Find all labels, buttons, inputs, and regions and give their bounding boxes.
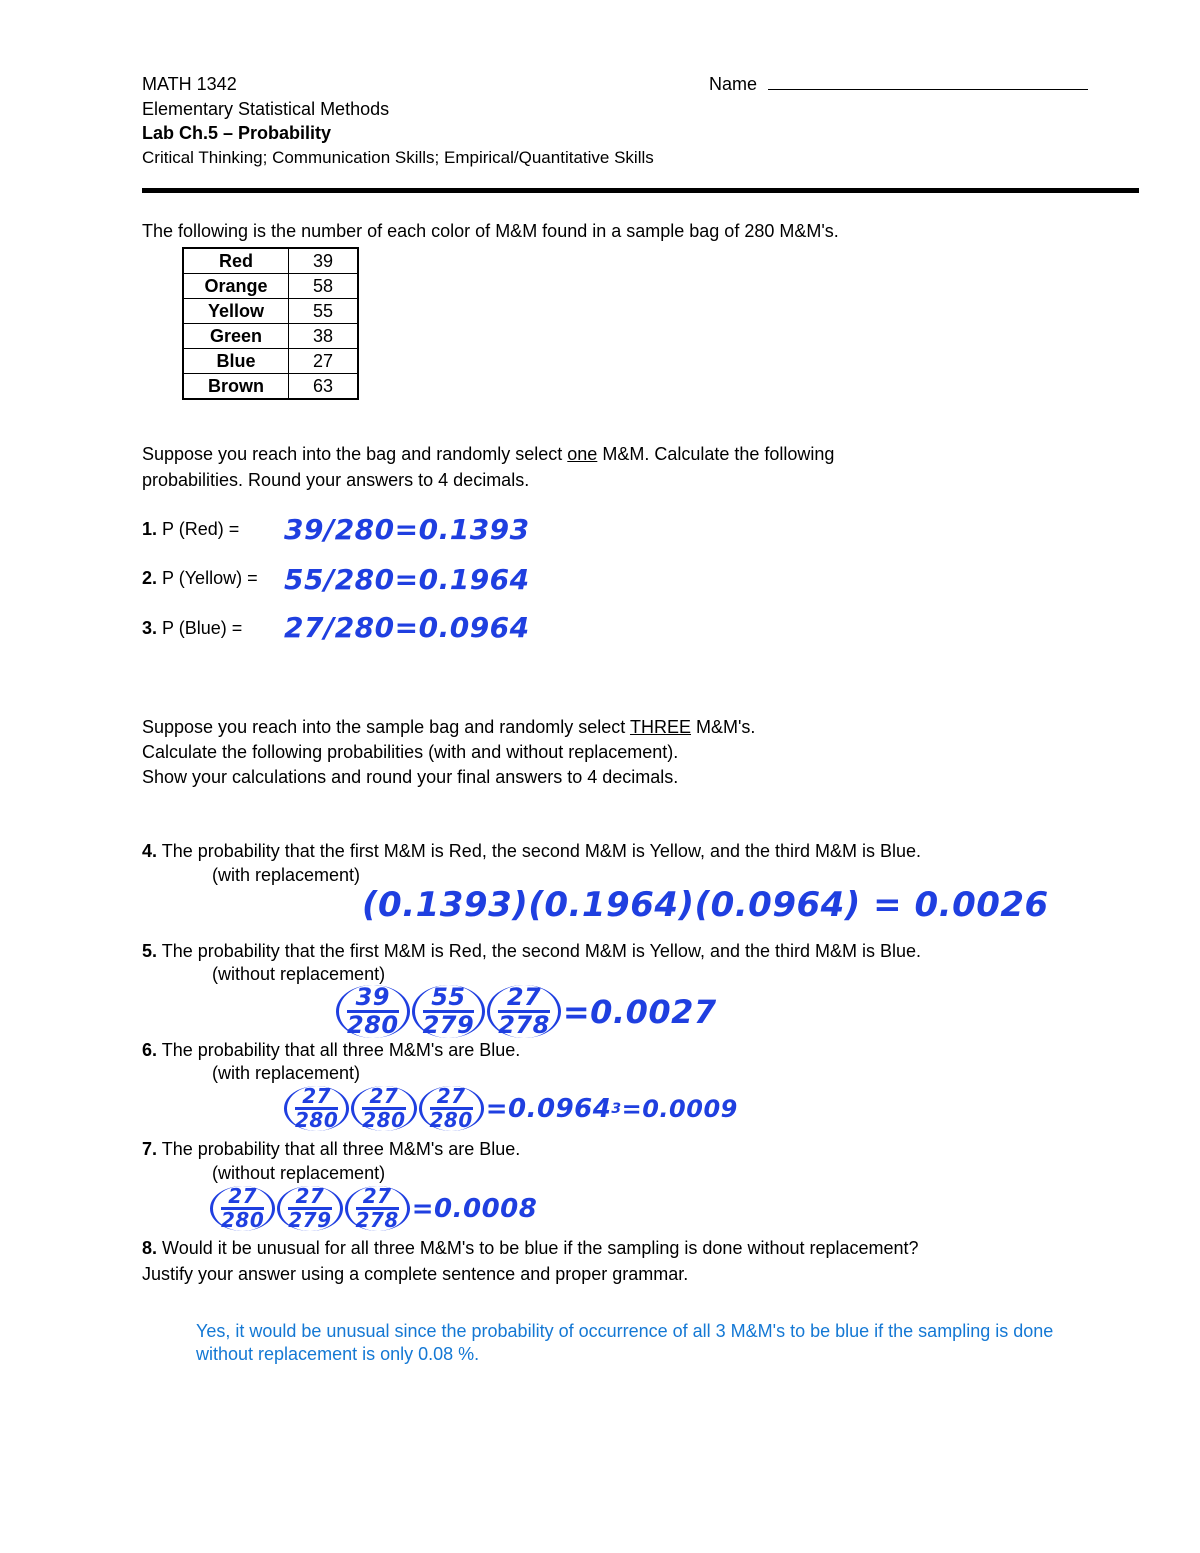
part1-text-a: Suppose you reach into the bag and randomly select xyxy=(142,444,568,464)
question-1 xyxy=(142,518,239,540)
denominator: 278 xyxy=(498,1011,550,1040)
denominator: 278 xyxy=(355,1208,399,1232)
fraction xyxy=(336,985,410,1038)
question-text: The probability that all three M&M's are Blue. xyxy=(161,1139,521,1159)
color-cell: Green xyxy=(183,324,289,349)
part2-text-a: Suppose you reach into the sample bag and randomly select xyxy=(142,717,630,737)
mm-count-table xyxy=(182,247,359,400)
count-cell: 38 xyxy=(289,324,359,349)
q6-handwritten-answer xyxy=(284,1086,738,1131)
count-cell: 63 xyxy=(289,374,359,400)
question-number: 7. xyxy=(142,1139,158,1159)
denominator: 279 xyxy=(422,1011,475,1040)
color-cell: Red xyxy=(183,248,289,274)
numerator: 27 xyxy=(356,1186,399,1210)
denominator: 280 xyxy=(295,1108,339,1132)
fraction xyxy=(277,1186,342,1231)
color-cell: Yellow xyxy=(183,299,289,324)
q8-instructions: Justify your answer using a complete sentence and proper grammar. xyxy=(142,1264,689,1284)
denominator: 279 xyxy=(288,1208,332,1232)
question-number: 2. xyxy=(142,568,158,588)
q1-handwritten-answer: 39/280=0.1393 xyxy=(284,513,530,546)
name-field[interactable] xyxy=(709,73,1088,95)
question-number: 5. xyxy=(142,941,158,961)
result-part-b: =0.0009 xyxy=(621,1094,738,1123)
question-6 xyxy=(142,1039,520,1061)
color-cell: Brown xyxy=(183,374,289,400)
part2-underlined: THREE xyxy=(629,717,691,737)
question-3 xyxy=(142,617,242,639)
numerator: 39 xyxy=(347,985,399,1013)
numerator: 27 xyxy=(498,985,550,1013)
question-text: P (Blue) = xyxy=(162,618,243,638)
count-cell: 27 xyxy=(289,349,359,374)
q8-answer-line2: without replacement is only 0.08 %. xyxy=(196,1344,480,1364)
q6-condition: (with replacement) xyxy=(212,1063,361,1083)
count-cell: 55 xyxy=(289,299,359,324)
part2-instructions-line2: Calculate the following probabilities (with and without replacement). xyxy=(142,742,679,762)
denominator: 280 xyxy=(429,1108,473,1132)
numerator: 27 xyxy=(221,1186,264,1210)
color-cell: Orange xyxy=(183,274,289,299)
fraction xyxy=(210,1186,275,1231)
fraction xyxy=(284,1086,349,1131)
name-label: Name xyxy=(709,74,758,94)
question-4 xyxy=(142,840,921,862)
q3-handwritten-answer: 27/280=0.0964 xyxy=(284,611,530,644)
q7-condition: (without replacement) xyxy=(212,1163,386,1183)
question-text: The probability that the first M&M is Red, the second M&M is Yellow, and the third M&M is Blue. xyxy=(161,941,922,961)
q8-answer-line1: Yes, it would be unusual since the probability of occurrence of all 3 M&M's to be blue if the sampling is done xyxy=(196,1321,1054,1341)
course-code: MATH 1342 xyxy=(142,74,237,94)
fraction xyxy=(487,985,561,1038)
denominator: 280 xyxy=(221,1208,265,1232)
question-text: Would it be unusual for all three M&M's to be blue if the sampling is done without replacement? xyxy=(162,1238,919,1258)
fraction xyxy=(351,1086,416,1131)
lab-title: Lab Ch.5 – Probability xyxy=(142,123,332,143)
question-number: 8. xyxy=(142,1238,158,1258)
count-cell: 58 xyxy=(289,274,359,299)
q7-handwritten-answer xyxy=(210,1186,537,1231)
q4-condition: (with replacement) xyxy=(212,865,361,885)
table-row xyxy=(183,274,358,299)
question-number: 4. xyxy=(142,841,158,861)
course-title: Elementary Statistical Methods xyxy=(142,99,390,119)
question-5 xyxy=(142,940,921,962)
question-number: 3. xyxy=(142,618,158,638)
question-text: P (Red) = xyxy=(162,519,240,539)
color-cell: Blue xyxy=(183,349,289,374)
fraction xyxy=(412,985,486,1038)
table-row xyxy=(183,299,358,324)
part1-instructions-line1 xyxy=(142,443,834,465)
q5-handwritten-answer xyxy=(336,985,717,1038)
header-divider xyxy=(142,188,1139,193)
numerator: 27 xyxy=(295,1086,338,1110)
q4-handwritten-answer: (0.1393)(0.1964)(0.0964) = 0.0026 xyxy=(362,885,1049,925)
part2-instructions-line1 xyxy=(142,716,755,738)
numerator: 55 xyxy=(423,985,475,1013)
question-number: 6. xyxy=(142,1040,158,1060)
denominator: 280 xyxy=(347,1011,399,1040)
table-row xyxy=(183,374,358,400)
fraction xyxy=(345,1186,410,1231)
question-text: The probability that all three M&M's are Blue. xyxy=(161,1040,521,1060)
part1-underlined: one xyxy=(567,444,598,464)
numerator: 27 xyxy=(362,1086,405,1110)
question-2 xyxy=(142,567,258,589)
result: =0.0008 xyxy=(411,1193,538,1224)
table-row xyxy=(183,349,358,374)
numerator: 27 xyxy=(288,1186,331,1210)
fraction xyxy=(419,1086,484,1131)
table-row xyxy=(183,248,358,274)
part2-instructions-line3: Show your calculations and round your final answers to 4 decimals. xyxy=(142,767,679,787)
exponent: 3 xyxy=(611,1100,622,1117)
question-7 xyxy=(142,1138,520,1160)
part1-text-b: M&M. Calculate the following xyxy=(597,444,835,464)
part1-instructions-line2: probabilities. Round your answers to 4 decimals. xyxy=(142,470,530,490)
question-text: P (Yellow) = xyxy=(162,568,258,588)
question-number: 1. xyxy=(142,519,158,539)
result: =0.0027 xyxy=(562,992,717,1031)
table-row xyxy=(183,324,358,349)
count-cell: 39 xyxy=(289,248,359,274)
question-text: The probability that the first M&M is Red, the second M&M is Yellow, and the third M&M is Blue. xyxy=(161,841,922,861)
denominator: 280 xyxy=(362,1108,406,1132)
q5-condition: (without replacement) xyxy=(212,964,386,984)
part2-text-b: M&M's. xyxy=(691,717,756,737)
skills-line: Critical Thinking; Communication Skills; Empirical/Quantitative Skills xyxy=(142,148,654,167)
result-part-a: =0.0964 xyxy=(485,1093,612,1124)
numerator: 27 xyxy=(430,1086,473,1110)
intro-text: The following is the number of each color of M&M found in a sample bag of 280 M&M's. xyxy=(142,221,839,241)
q2-handwritten-answer: 55/280=0.1964 xyxy=(284,563,530,596)
name-blank[interactable] xyxy=(768,75,1088,90)
question-8 xyxy=(142,1237,919,1259)
